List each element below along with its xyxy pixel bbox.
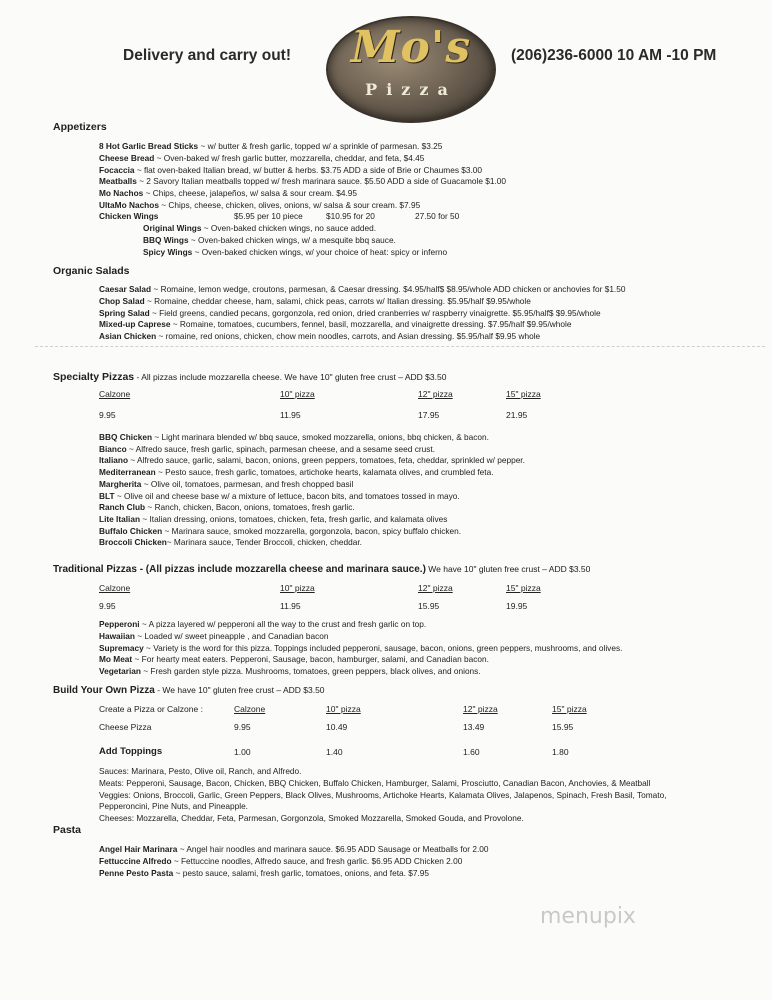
wing-item (143, 247, 447, 257)
salad-item-name: Mixed-up Caprese (99, 319, 171, 330)
byo-price: 13.49 (463, 722, 485, 732)
specialty-item-name: Ranch Club (99, 502, 146, 513)
specialty-item-name: Broccoli Chicken (99, 537, 167, 548)
specialty-item-name: Buffalo Chicken (99, 525, 163, 536)
topping-price: 1.40 (326, 747, 343, 757)
byo-header: Calzone (234, 704, 266, 714)
topping-list-label: Meats: (99, 777, 124, 788)
specialty-header: 12" pizza (418, 389, 453, 399)
wing-item-desc: ~ Oven-baked chicken wings, no sauce added. (201, 223, 377, 233)
specialty-item (99, 502, 355, 512)
specialty-item (99, 455, 525, 465)
specialty-item-name: BLT (99, 490, 115, 501)
traditional-item (99, 631, 328, 641)
traditional-item-desc: ~ Fresh garden style pizza. Mushrooms, tomatoes, green peppers, black olives, and onions. (140, 666, 481, 677)
appetizer-item-desc: ~ 2 Savory Italian meatballs topped w/ fresh marinara sauce. $5.50 ADD a side of Guacamole $1.00 (136, 176, 506, 187)
specialty-price: 17.95 (418, 410, 440, 420)
traditional-item-name: Vegetarian (99, 666, 141, 677)
wings-price-50: 27.50 for 50 (415, 211, 460, 221)
specialty-header: 15" pizza (506, 389, 541, 399)
wing-item (143, 223, 376, 233)
traditional-item-desc: ~ Loaded w/ sweet pineapple , and Canadian bacon (134, 630, 329, 641)
specialty-item-desc: ~ Alfredo sauce, fresh garlic, spinach, parmesan cheese, and a sesame seed crust. (126, 443, 435, 454)
topping-price: 1.00 (234, 747, 251, 757)
traditional-header: 10" pizza (280, 583, 315, 593)
appetizer-item (99, 188, 357, 198)
topping-list (99, 801, 248, 811)
salad-item (99, 296, 531, 306)
traditional-row (53, 564, 590, 575)
salad-item-name: Spring Salad (99, 307, 150, 318)
topping-list-text: Marinara, Pesto, Olive oil, Ranch, and Alfredo. (128, 766, 302, 776)
salad-item (99, 308, 601, 318)
menupix-watermark: menupix (540, 904, 636, 929)
topping-list-text: Mozzarella, Cheddar, Feta, Parmesan, Gorgonzola, Smoked Mozzarella, Smoked Gouda, and Provolone. (134, 813, 524, 824)
wings-price-10: $5.95 per 10 piece (234, 211, 303, 221)
specialty-item-name: BBQ Chicken (99, 432, 153, 442)
byo-create-label: Create a Pizza or Calzone : (99, 704, 203, 714)
specialty-item-desc: ~ Marinara sauce, Tender Broccoli, chicken, cheddar. (166, 537, 362, 548)
wing-item-desc: ~ Oven-baked chicken wings, w/ your choice of heat: spicy or inferno (192, 246, 448, 257)
salad-item-name: Caesar Salad (99, 284, 152, 294)
appetizer-item-desc: ~ Chips, cheese, jalapeños, w/ salsa & sour cream. $4.95 (143, 188, 358, 199)
appetizers-title: Appetizers (53, 121, 107, 133)
topping-list-text: Onions, Broccoli, Garlic, Green Peppers, Black Olives, Mushrooms, Artichoke Hearts, Kalamata Olives, Jalapenos, Spinach, Fresh Basil, Tomato, (130, 789, 667, 800)
traditional-header: 12" pizza (418, 583, 453, 593)
specialty-item-desc: ~ Olive oil and cheese base w/ a mixture of lettuce, bacon bits, and tomatoes tossed in mayo. (114, 490, 460, 501)
specialty-item-name: Margherita (99, 478, 142, 489)
specialty-item-desc: ~ Ranch, chicken, Bacon, onions, tomatoes, fresh garlic. (145, 502, 355, 513)
wing-item-name: Original Wings (143, 223, 202, 233)
logo-main-text: Mo's (350, 22, 472, 73)
appetizer-item (99, 165, 482, 175)
wing-item-desc: ~ Oven-baked chicken wings, w/ a mesquite bbq sauce. (188, 234, 396, 245)
appetizer-item (99, 141, 442, 151)
salad-item-name: Asian Chicken (99, 331, 157, 342)
appetizer-item-name: Meatballs (99, 176, 137, 187)
salad-item (99, 284, 625, 294)
chicken-wings-row (99, 211, 158, 221)
specialty-item-name: Bianco (99, 443, 127, 454)
appetizer-item-name: 8 Hot Garlic Bread Sticks (99, 141, 199, 151)
appetizer-item-desc: ~ flat oven-baked Italian bread, w/ butter & herbs. $3.75 ADD a side of Brie or Chaumes $3.00 (134, 164, 483, 175)
wings-price-20: $10.95 for 20 (326, 211, 375, 221)
appetizer-item-name: Focaccia (99, 164, 135, 175)
topping-list-label: Sauces: (99, 766, 129, 776)
pasta-item (99, 856, 462, 866)
appetizer-item-name: Cheese Bread (99, 152, 155, 163)
salads-title: Organic Salads (53, 265, 130, 277)
topping-price: 1.80 (552, 747, 569, 757)
traditional-price: 11.95 (280, 601, 301, 611)
pasta-title: Pasta (53, 824, 82, 836)
traditional-item (99, 666, 481, 676)
traditional-price: 19.95 (506, 601, 528, 611)
specialty-price: 11.95 (280, 410, 301, 420)
specialty-item (99, 537, 362, 547)
specialty-item (99, 444, 435, 454)
topping-list (99, 790, 667, 800)
salad-item (99, 319, 571, 329)
add-toppings-label: Add Toppings (99, 746, 163, 757)
specialty-item-desc: ~ Light marinara blended w/ bbq sauce, smoked mozzarella, onions, bbq chicken, & bacon. (152, 432, 489, 442)
salad-item-desc: ~ Romaine, tomatoes, cucumbers, fennel, basil, mozzarella, and vinaigrette dressing. $7.95/half $9.95/whole (170, 319, 572, 330)
traditional-item-name: Pepperoni (99, 619, 140, 629)
salad-item-desc: ~ romaine, red onions, chicken, chow mein noodles, carrots, and Asian dressing. $5.95/half $9.95 whole (156, 331, 541, 342)
specialty-item (99, 491, 460, 501)
pasta-item-desc: ~ Angel hair noodles and marinara sauce. $6.95 ADD Sausage or Meatballs for 2.00 (177, 844, 489, 854)
specialty-header: Calzone (99, 389, 131, 399)
traditional-header: Calzone (99, 583, 131, 593)
topping-list (99, 766, 301, 776)
byo-header: 15" pizza (552, 704, 587, 714)
byo-price: 10.49 (326, 722, 348, 732)
pasta-item (99, 868, 429, 878)
specialty-item-name: Lite Italian (99, 513, 141, 524)
byo-row (53, 685, 325, 696)
traditional-item (99, 643, 622, 653)
byo-price: 15.95 (552, 722, 574, 732)
pasta-item (99, 844, 489, 854)
specialty-item (99, 432, 489, 442)
specialty-item-desc: ~ Pesto sauce, fresh garlic, tomatoes, artichoke hearts, kalamata olives, and crumbled feta. (155, 467, 494, 478)
logo-sub-text: Pizza (365, 80, 457, 99)
appetizer-item-desc: ~ Chips, cheese, chicken, olives, onions, w/ salsa & sour cream. $7.95 (158, 200, 421, 210)
topping-list-label: Veggies: (99, 789, 131, 800)
specialty-item-desc: ~ Marinara sauce, smoked mozzarella, gorgonzola, bacon, spicy buffalo chicken. (162, 525, 462, 536)
traditional-header: 15" pizza (506, 583, 541, 593)
pasta-item-name: Penne Pesto Pasta (99, 867, 174, 878)
appetizer-item (99, 200, 420, 210)
specialty-item (99, 467, 494, 477)
pasta-item-name: Fettuccine Alfredo (99, 855, 172, 866)
specialty-item-desc: ~ Alfredo sauce, garlic, salami, bacon, onions, green peppers, tomatoes, feta, cheddar, sprinkled w/ pepper. (128, 455, 525, 466)
traditional-item-name: Mo Meat (99, 654, 133, 665)
wing-item-name: Spicy Wings (143, 246, 193, 257)
chicken-wings-name: Chicken Wings (99, 211, 159, 221)
byo-header: 12" pizza (463, 704, 498, 714)
cheese-pizza-label: Cheese Pizza (99, 722, 152, 732)
specialty-item-desc: ~ Italian dressing, onions, tomatoes, chicken, feta, fresh garlic, and kalamata olives (140, 513, 448, 524)
traditional-note: We have 10" gluten free crust – ADD $3.50 (425, 564, 591, 574)
appetizer-item-name: Mo Nachos (99, 188, 144, 199)
specialty-item-name: Italiano (99, 455, 129, 466)
pasta-item-desc: ~ pesto sauce, salami, fresh garlic, tomatoes, onions, and feta. $7.95 (173, 867, 429, 878)
topping-list (99, 813, 524, 823)
specialty-item (99, 479, 353, 489)
traditional-item (99, 619, 426, 629)
traditional-item-desc: ~ Variety is the word for this pizza. Toppings included pepperoni, sausage, bacon, onions, green peppers, mushrooms, and olives. (143, 642, 623, 653)
divider (35, 346, 765, 347)
appetizer-item-desc: ~ w/ butter & fresh garlic, topped w/ a sprinkle of parmesan. $3.25 (198, 141, 443, 151)
appetizer-item (99, 153, 424, 163)
specialty-item-desc: ~ Olive oil, tomatoes, parmesan, and fresh chopped basil (141, 478, 354, 489)
traditional-item (99, 654, 489, 664)
specialty-price: 21.95 (506, 410, 528, 420)
topping-list-text: Pepperoncini, Pine Nuts, and Pineapple. (99, 801, 248, 812)
topping-list-text: Pepperoni, Sausage, Bacon, Chicken, BBQ Chicken, Buffalo Chicken, Hamburger, Salami, Prosciutto, Canadian Bacon, Anchovies, & Meatball (123, 777, 651, 788)
specialty-item (99, 514, 447, 524)
salad-item-name: Chop Salad (99, 295, 145, 306)
delivery-heading: Delivery and carry out! (123, 47, 291, 64)
salad-item (99, 331, 540, 341)
specialty-header: 10" pizza (280, 389, 315, 399)
byo-header: 10" pizza (326, 704, 361, 714)
traditional-price: 9.95 (99, 601, 116, 611)
byo-title: Build Your Own Pizza (53, 685, 155, 696)
wing-item (143, 235, 396, 245)
salad-item-desc: ~ Romaine, lemon wedge, croutons, parmesan, & Caesar dressing. $4.95/half$ $8.95/whole ADD chicken or anchovies for $1.50 (151, 284, 626, 294)
traditional-title: Traditional Pizzas - (All pizzas include mozzarella cheese and marinara sauce.) (53, 564, 426, 575)
traditional-item-desc: ~ A pizza layered w/ pepperoni all the way to the crust and fresh garlic on top. (139, 619, 427, 629)
salad-item-desc: ~ Field greens, candied pecans, gorgonzola, red onion, dried cranberries w/ raspberry vinaigrette. $5.95/half$ $9.95/whole (149, 307, 601, 318)
byo-note: - We have 10" gluten free crust – ADD $3.50 (154, 685, 325, 695)
topping-price: 1.60 (463, 747, 480, 757)
salad-item-desc: ~ Romaine, cheddar cheese, ham, salami, chick peas, carrots w/ Italian dressing. $5.95/half $9.95/whole (144, 295, 531, 306)
phone-hours: (206)236-6000 10 AM -10 PM (511, 47, 717, 64)
pasta-item-desc: ~ Fettuccine noodles, Alfredo sauce, and fresh garlic. $6.95 ADD Chicken 2.00 (171, 855, 463, 866)
wing-item-name: BBQ Wings (143, 234, 189, 245)
specialty-row (53, 371, 446, 383)
appetizer-item-desc: ~ Oven-baked w/ fresh garlic butter, mozzarella, cheddar, and feta, $4.45 (154, 152, 425, 163)
traditional-item-name: Hawaiian (99, 630, 135, 641)
appetizer-item-name: UltaMo Nachos (99, 200, 159, 210)
mos-pizza-logo (326, 16, 496, 123)
pasta-item-name: Angel Hair Marinara (99, 844, 178, 854)
topping-list (99, 778, 650, 788)
specialty-item-name: Mediterranean (99, 467, 156, 478)
appetizer-item (99, 176, 506, 186)
specialty-price: 9.95 (99, 410, 116, 420)
specialty-title: Specialty Pizzas (53, 371, 135, 383)
traditional-price: 15.95 (418, 601, 440, 611)
topping-list-label: Cheeses: (99, 813, 135, 824)
traditional-item-desc: ~ For hearty meat eaters. Pepperoni, Sausage, bacon, hamburger, salami, and Canadian bacon. (132, 654, 489, 665)
byo-price: 9.95 (234, 722, 251, 732)
specialty-item (99, 526, 461, 536)
specialty-note: - All pizzas include mozzarella cheese. We have 10" gluten free crust – ADD $3.50 (134, 372, 447, 382)
traditional-item-name: Supremacy (99, 642, 144, 653)
